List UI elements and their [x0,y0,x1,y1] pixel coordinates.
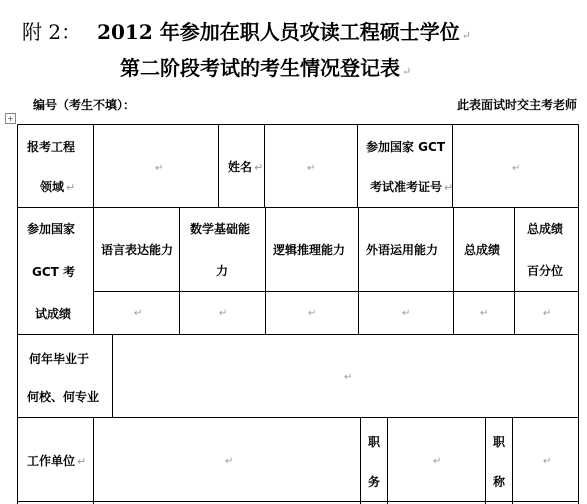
graduation-label-2: 何校、何专业 [27,390,100,404]
header-math: 数学基础能 [190,222,251,236]
title-main-2: 第二阶段考试的考生情况登记表 [120,56,400,80]
job-title-value-cell[interactable]: ↵ [543,456,552,467]
name-value-cell[interactable]: ↵ [307,163,316,174]
gct-score-label-2: GCT 考 [32,265,76,279]
employer-label: 工作单位 ↵ [27,454,87,468]
gct-number-value-cell[interactable]: ↵ [512,163,521,174]
duty-value-cell[interactable]: ↵ [433,456,442,467]
score-logic-cell[interactable]: ↵ [308,308,317,319]
paragraph-mark: ↵ [402,65,412,78]
job-title-label: 职 [493,435,506,449]
job-title-label-2: 称 [493,475,506,489]
serial-number-label: 编号（考生不填）： [33,98,136,112]
duty-label: 职 [368,435,381,449]
header-total: 总成绩 [464,243,501,257]
score-foreign-cell[interactable]: ↵ [402,308,411,319]
score-percentile-cell[interactable]: ↵ [543,308,552,319]
duty-label-2: 务 [368,475,381,489]
field-value-cell[interactable]: ↵ [155,163,164,174]
score-total-cell[interactable]: ↵ [480,308,489,319]
gct-score-label: 参加国家 [27,222,76,236]
employer-value-cell[interactable]: ↵ [225,456,234,467]
table-move-handle-icon[interactable]: + [5,113,16,124]
header-math-2: 力 [216,264,229,278]
header-percentile: 总成绩 [527,222,564,236]
header-language: 语言表达能力 [101,243,174,257]
header-foreign: 外语运用能力 [366,243,439,257]
graduation-value-cell[interactable]: ↵ [344,372,353,383]
field-label-2: 领域 ↵ [40,180,76,194]
gct-number-label-2: 考试准考证号 ↵ [370,180,454,194]
field-label: 报考工程 [27,140,76,154]
paragraph-mark: ↵ [461,29,471,42]
title-prefix: 附 2： [22,20,82,44]
header-logic: 逻辑推理能力 [273,243,346,257]
submission-note: 此表面试时交主考老师 [456,98,577,112]
gct-number-label: 参加国家 GCT [366,140,446,154]
graduation-label: 何年毕业于 [29,352,90,366]
gct-score-label-3: 试成绩 [35,307,72,321]
score-language-cell[interactable]: ↵ [134,308,143,319]
name-label: 姓名 ↵ [228,160,264,174]
title-main-1: 2012 年参加在职人员攻读工程硕士学位 [97,20,460,44]
header-percentile-2: 百分位 [527,264,564,278]
score-math-cell[interactable]: ↵ [219,308,228,319]
